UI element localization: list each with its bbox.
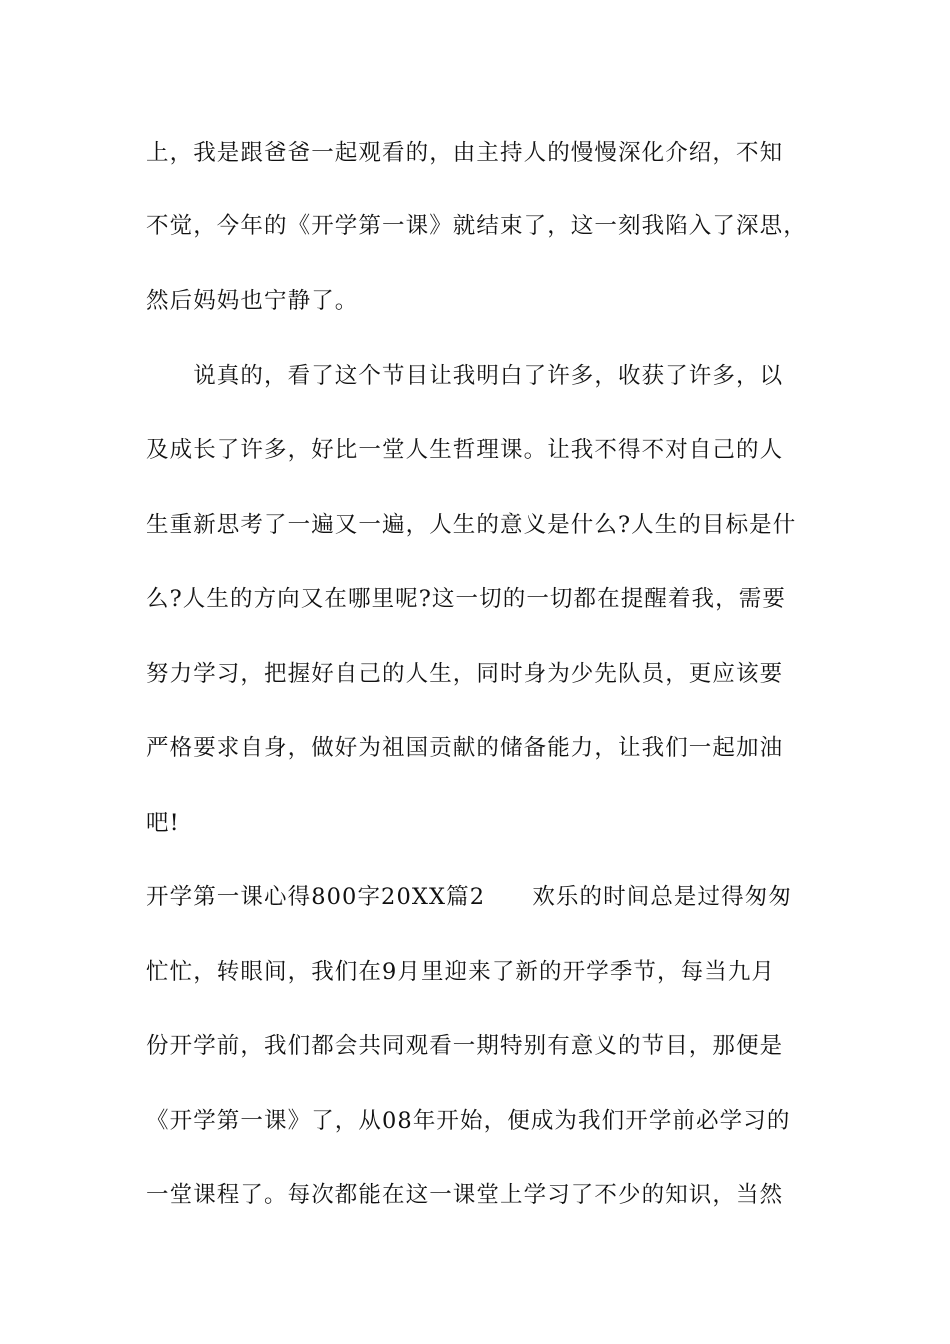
- section-heading-line: 开学第一课心得800字20XX篇2 欢乐的时间总是过得匆匆: [146, 884, 792, 910]
- text-line: 不觉，今年的《开学第一课》就结束了，这一刻我陷入了深思，: [146, 213, 807, 239]
- text-line: 努力学习，把握好自己的人生，同时身为少先队员，更应该要: [146, 661, 784, 687]
- text-line: 吧!: [146, 810, 180, 836]
- text-line: 么?人生的方向又在哪里呢?这一切的一切都在提醒着我，需要: [146, 586, 786, 612]
- text-line: 份开学前，我们都会共同观看一期特别有意义的节目，那便是: [146, 1033, 784, 1059]
- text-line: 然后妈妈也宁静了。: [146, 288, 359, 314]
- text-line: 一堂课程了。每次都能在这一课堂上学习了不少的知识，当然: [146, 1182, 784, 1208]
- text-line: 忙忙，转眼间，我们在9月里迎来了新的开学季节，每当九月: [146, 959, 776, 985]
- paragraph-start-line: 说真的，看了这个节目让我明白了许多，收获了许多，以: [146, 363, 784, 389]
- text-line: 及成长了许多，好比一堂人生哲理课。让我不得不对自己的人: [146, 437, 784, 463]
- text-line: 生重新思考了一遍又一遍，人生的意义是什么?人生的目标是什: [146, 512, 797, 538]
- text-line: 《开学第一课》了，从08年开始，便成为我们开学前必学习的: [146, 1108, 791, 1134]
- text-line: 上，我是跟爸爸一起观看的，由主持人的慢慢深化介绍，不知: [146, 140, 784, 166]
- text-line: 严格要求自身，做好为祖国贡献的储备能力，让我们一起加油: [146, 735, 784, 761]
